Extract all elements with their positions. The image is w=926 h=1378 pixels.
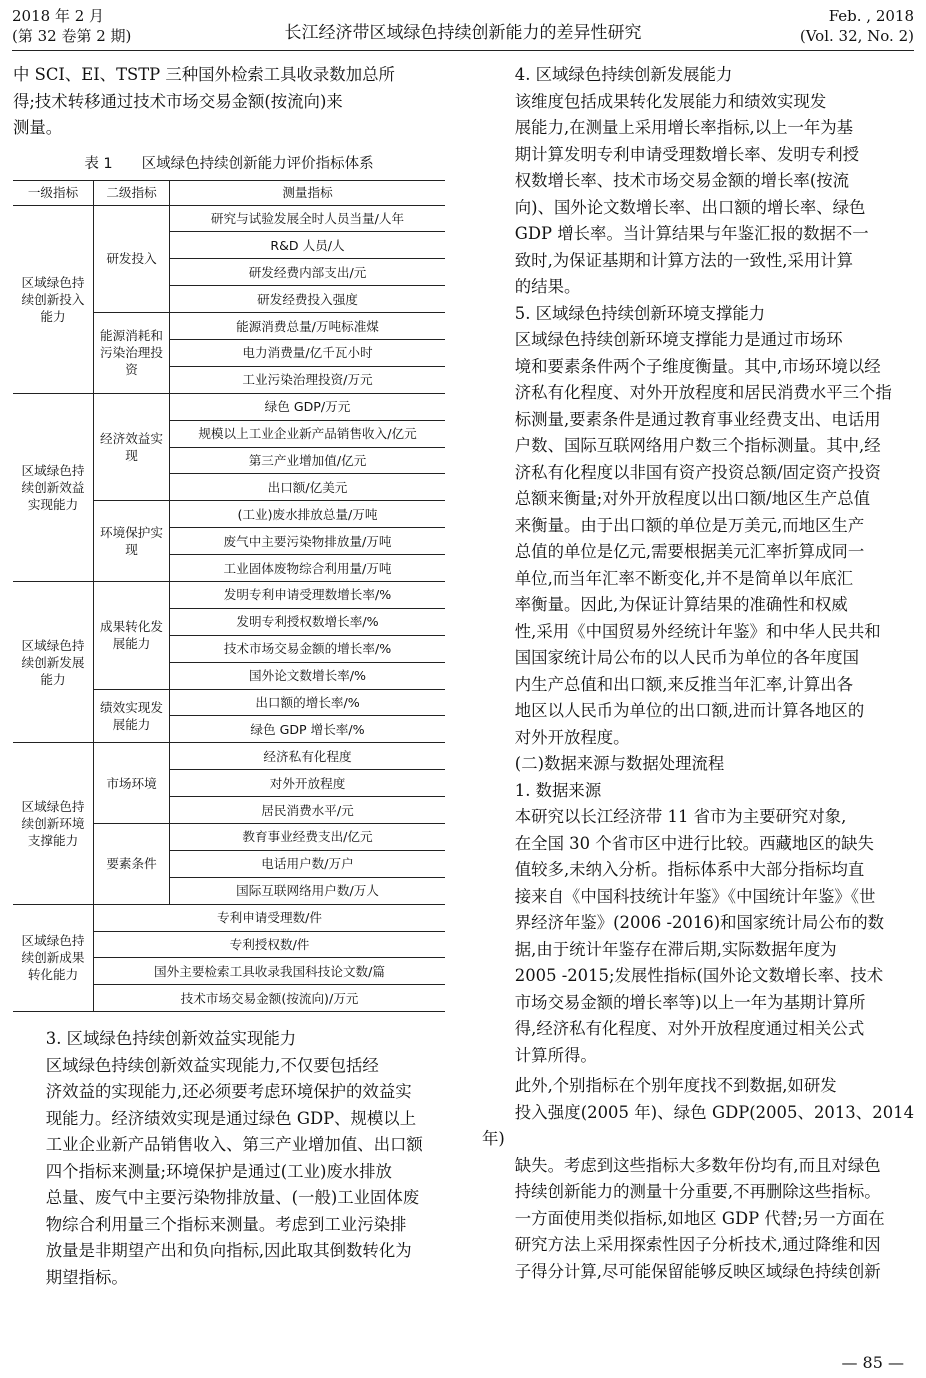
text-line: 内生产总值和出口额,来反推当年汇率,计算出各: [514, 674, 854, 694]
sec5-heading: 5. 区域绿色持续创新环境支撑能力: [514, 303, 766, 323]
measure-cell: 出口额/亿美元: [170, 474, 446, 501]
secondary-indicator-cell: 经济效益实现: [94, 393, 170, 501]
text-line: 的结果。: [514, 277, 581, 296]
measure-cell: 绿色 GDP/万元: [170, 393, 446, 420]
text-line: 子得分计算,尽可能保留能够反映区域绿色持续创新: [514, 1261, 881, 1281]
table-row: [13, 393, 445, 420]
text-line: 值较多,未纳入分析。指标体系中大部分指标均直: [514, 860, 865, 879]
measure-cell: 出口额的增长率/%: [170, 689, 446, 716]
missing-data-paragraph: [482, 1073, 914, 1285]
text-line: 测量。: [13, 118, 63, 137]
text-line: 性,采用《中国贸易外经统计年鉴》和中华人民共和: [514, 621, 881, 641]
measure-cell: 经济私有化程度: [170, 743, 446, 770]
text-line: 本研究以长江经济带 11 省市为主要研究对象,: [514, 807, 847, 826]
measure-cell: 专利授权数/件: [94, 931, 446, 958]
text-line: 接来自《中国科技统计年鉴》《中国统计年鉴》《世: [514, 886, 876, 906]
measure-cell: 发明专利授权数增长率/%: [170, 608, 446, 635]
left-column: [13, 62, 445, 1291]
measure-cell: 教育事业经费支出/亿元: [170, 823, 446, 850]
text-line: 放量是非期望产出和负向指标,因此取其倒数转化为: [45, 1241, 412, 1261]
measure-cell: 废气中主要污染物排放量/万吨: [170, 528, 446, 555]
secondary-indicator-cell: 要素条件: [94, 823, 170, 904]
measure-cell: (工业)废水排放总量/万吨: [170, 501, 446, 528]
text-line: 2005 -2015;发展性指标(国外论文数增长率、技术: [514, 966, 884, 985]
text-line: 一方面使用类似指标,如地区 GDP 代替;另一方面在: [514, 1208, 885, 1228]
measure-cell: 技术市场交易金额的增长率/%: [170, 635, 446, 662]
text-line: 据,由于统计年鉴存在滞后期,实际数据年度为: [514, 939, 837, 959]
intro-paragraph: [13, 62, 445, 142]
measure-cell: 第三产业增加值/亿元: [170, 447, 446, 474]
subsection-heading: (二)数据来源与数据处理流程: [514, 754, 725, 773]
text-line: 国国家统计局公布的以人民币为单位的各年度国: [514, 648, 859, 667]
text-line: 总量、废气中主要污染物排放量、(一般)工业固体废: [45, 1188, 420, 1208]
measure-cell: 研发经费投入强度: [170, 286, 446, 313]
secondary-indicator-cell: 成果转化发展能力: [94, 581, 170, 689]
measure-cell: 电力消费量/亿千瓦小时: [170, 339, 446, 366]
text-line: 得,经济私有化程度、对外开放程度通过相关公式: [514, 1019, 865, 1038]
secondary-indicator-cell: 能源消耗和污染治理投资: [94, 313, 170, 394]
measure-cell: 国外主要检索工具收录我国科技论文数/篇: [94, 958, 446, 985]
running-title: 长江经济带区域绿色持续创新能力的差异性研究: [284, 23, 642, 43]
text-line: 持续创新能力的测量十分重要,不再删除这些指标。: [514, 1182, 881, 1201]
text-line: 四个指标来测量;环境保护是通过(工业)废水排放: [45, 1161, 392, 1181]
table-row: [13, 205, 445, 232]
measure-cell: 居民消费水平/元: [170, 797, 446, 824]
primary-indicator-cell: 区域绿色持续创新发展能力: [13, 581, 94, 742]
measure-cell: 工业固体废物综合利用量/万吨: [170, 555, 446, 582]
text-line: 界经济年鉴》(2006 -2016)和国家统计局公布的数: [514, 913, 885, 932]
text-line: 该维度包括成果转化发展能力和绩效实现发: [514, 91, 827, 111]
text-line: 研究方法上采用探索性因子分析技术,通过降维和因: [514, 1235, 881, 1254]
text-line: 总值的单位是亿元,需要根据美元汇率折算成同一: [514, 542, 865, 561]
text-line: 标测量,要素条件是通过教育事业经费支出、电话用: [514, 409, 881, 429]
indicator-table: [13, 180, 445, 1013]
measure-cell: 绿色 GDP 增长率/%: [170, 716, 446, 743]
table-row: [13, 743, 445, 770]
table-header-cell: 测量指标: [170, 180, 446, 205]
text-line: 得;技术转移通过技术市场交易金额(按流向)来: [13, 91, 343, 111]
text-line: 济私有化程度以非国有资产投资总额/固定资产投资: [514, 462, 881, 482]
primary-indicator-cell: 区域绿色持续创新环境支撑能力: [13, 743, 94, 904]
text-line: 展能力,在测量上采用增长率指标,以上一年为基: [514, 118, 854, 137]
sec3-paragraph: [13, 1053, 445, 1292]
table-body: [13, 205, 445, 1012]
text-line: 工业企业新产品销售收入、第三产业增加值、出口额: [45, 1135, 423, 1155]
date-line-en: Feb. , 2018: [828, 7, 914, 25]
text-line: 期望指标。: [45, 1267, 128, 1287]
text-line: 权数增长率、技术市场交易金额的增长率(按流: [514, 171, 850, 190]
primary-indicator-cell: 区域绿色持续创新投入能力: [13, 205, 94, 393]
text-line: 在全国 30 个省市区中进行比较。西藏地区的缺失: [514, 833, 874, 853]
text-line: 物综合利用量三个指标来测量。考虑到工业污染排: [45, 1214, 407, 1234]
measure-cell: 国际互联网络用户数/万人: [170, 877, 446, 904]
measure-cell: 国外论文数增长率/%: [170, 662, 446, 689]
text-line: 户数、国际互联网络用户数三个指标测量。其中,经: [514, 436, 881, 455]
text-line: 区域绿色持续创新环境支撑能力是通过市场环: [514, 330, 843, 349]
sec3-heading: 3. 区域绿色持续创新效益实现能力: [45, 1029, 297, 1049]
measure-cell: 发明专利申请受理数增长率/%: [170, 581, 446, 608]
measure-cell: 研发经费内部支出/元: [170, 259, 446, 286]
secondary-indicator-cell: 绩效实现发展能力: [94, 689, 170, 743]
table-row: [13, 904, 445, 931]
table-header-cell: 一级指标: [13, 180, 94, 205]
text-line: 缺失。考虑到这些指标大多数年份均有,而且对绿色: [514, 1155, 881, 1175]
measure-cell: 专利申请受理数/件: [94, 904, 446, 931]
text-line: 率衡量。因此,为保证计算结果的准确性和权威: [514, 595, 848, 614]
text-line: 此外,个别指标在个别年度找不到数据,如研发: [514, 1076, 837, 1095]
measure-cell: 规模以上工业企业新产品销售收入/亿元: [170, 420, 446, 447]
measure-cell: 电话用户数/万户: [170, 850, 446, 877]
text-line: 来衡量。由于出口额的单位是万美元,而地区生产: [514, 515, 865, 535]
sec4-paragraph: [482, 89, 914, 301]
text-line: 区域绿色持续创新效益实现能力,不仅要包括经: [45, 1055, 379, 1075]
data-source-heading: 1. 数据来源: [514, 780, 602, 800]
text-line: 期计算发明专利申请受理数增长率、发明专利授: [514, 144, 859, 164]
text-line: 济私有化程度、对外开放程度和居民消费水平三个指: [514, 383, 892, 402]
text-line: 地区以人民币为单位的出口额,进而计算各地区的: [514, 701, 865, 720]
page-header: [12, 4, 914, 51]
table-caption: 表 1 区域绿色持续创新能力评价指标体系: [84, 155, 374, 172]
sec5-paragraph: [482, 327, 914, 751]
page-number: — 85 —: [841, 1353, 904, 1372]
sec4-heading: 4. 区域绿色持续创新发展能力: [514, 65, 733, 84]
primary-indicator-cell: 区域绿色持续创新效益实现能力: [13, 393, 94, 581]
text-line: 单位,而当年汇率不断变化,并不是简单以年底汇: [514, 568, 854, 588]
measure-cell: 技术市场交易金额(按流向)/万元: [94, 985, 446, 1012]
measure-cell: R&D 人员/人: [170, 232, 446, 259]
table-header-row: [13, 180, 445, 205]
text-line: 现能力。经济绩效实现是通过绿色 GDP、规模以上: [45, 1108, 417, 1128]
secondary-indicator-cell: 市场环境: [94, 743, 170, 824]
measure-cell: 研究与试验发展全时人员当量/人年: [170, 205, 446, 232]
text-line: 计算所得。: [514, 1045, 597, 1065]
measure-cell: 能源消费总量/万吨标准煤: [170, 313, 446, 340]
text-line: 投入强度(2005 年)、绿色 GDP(2005、2013、2014 年): [482, 1102, 914, 1148]
measure-cell: 对外开放程度: [170, 770, 446, 797]
measure-cell: 工业污染治理投资/万元: [170, 366, 446, 393]
text-line: 中 SCI、EI、TSTP 三种国外检索工具收录数加总所: [13, 65, 395, 84]
volume-line: (第 32 卷第 2 期): [12, 27, 132, 45]
right-column: [482, 62, 914, 1285]
text-line: 境和要素条件两个子维度衡量。其中,市场环境以经: [514, 356, 881, 376]
table-header-cell: 二级指标: [94, 180, 170, 205]
secondary-indicator-cell: 环境保护实现: [94, 501, 170, 582]
date-line: 2018 年 2 月: [12, 7, 105, 25]
text-line: 对外开放程度。: [514, 727, 630, 747]
table-row: [13, 581, 445, 608]
text-line: 总额来衡量;对外开放程度以出口额/地区生产总值: [514, 489, 871, 508]
journal-date-en: [800, 6, 914, 46]
secondary-indicator-cell: 研发投入: [94, 205, 170, 313]
volume-line-en: (Vol. 32, No. 2): [799, 27, 914, 45]
text-line: 向)、国外论文数增长率、出口额的增长率、绿色: [514, 197, 866, 217]
text-line: 致时,为保证基期和计算方法的一致性,采用计算: [514, 250, 854, 270]
text-line: 市场交易金额的增长率等)以上一年为基期计算所: [514, 992, 866, 1012]
primary-indicator-cell: 区域绿色持续创新成果转化能力: [13, 904, 94, 1012]
text-line: 济效益的实现能力,还必须要考虑环境保护的效益实: [45, 1082, 412, 1102]
text-line: GDP 增长率。当计算结果与年鉴汇报的数据不一: [514, 224, 869, 243]
data-source-paragraph: [482, 804, 914, 1069]
